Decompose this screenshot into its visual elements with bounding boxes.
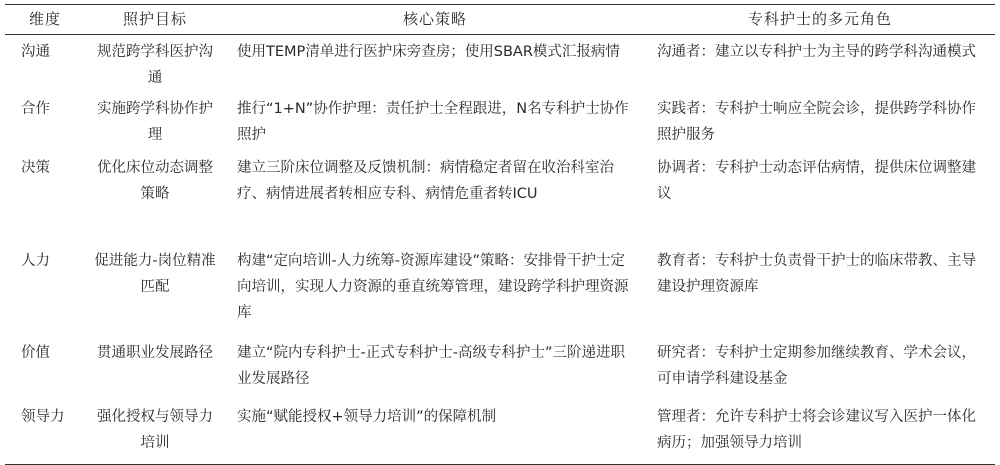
cell-dimension: 沟通	[21, 44, 50, 60]
cell-role: 沟通者：建立以专科护士为主导的跨学科沟通模式	[657, 44, 976, 60]
table-row	[5, 244, 995, 336]
cell-strategy: 构建“定向培训-人力统筹-资源库建设”策略：安排骨干护士定向培训，实现人力资源的垂直统筹管理，建设跨学科护理资源库	[237, 253, 629, 321]
cell-dimension: 合作	[21, 101, 50, 117]
header-role: 专科护士的多元角色	[747, 10, 892, 28]
table-row	[5, 35, 995, 92]
cell-strategy: 建立“院内专科护士-正式专科护士-高级专科护士”三阶递进职业发展路径	[237, 345, 625, 387]
cell-strategy: 使用TEMP清单进行医护床旁查房；使用SBAR模式汇报病情	[237, 44, 620, 60]
table-row	[5, 151, 995, 244]
cell-role: 研究者：专科护士定期参加继续教育、学术会议，可申请学科建设基金	[657, 345, 976, 387]
roles-table	[5, 4, 995, 465]
cell-role: 教育者：专科护士负责骨干护士的临床带教、主导建设护理资源库	[657, 253, 976, 295]
table-row	[5, 400, 995, 464]
cell-strategy: 实施“赋能授权+领导力培训”的保障机制	[237, 409, 497, 425]
cell-dimension: 决策	[21, 160, 50, 176]
cell-goal: 强化授权与领导力培训	[97, 409, 213, 451]
cell-strategy: 推行“1+N”协作护理：责任护士全程跟进，N名专科护士协作照护	[237, 101, 629, 143]
header-goal: 照护目标	[122, 10, 187, 28]
table-header-row	[5, 5, 995, 35]
table-row	[5, 336, 995, 400]
header-dimension: 维度	[28, 10, 61, 28]
cell-goal: 优化床位动态调整策略	[97, 160, 213, 202]
cell-goal: 实施跨学科协作护理	[97, 101, 213, 143]
cell-strategy: 建立三阶床位调整及反馈机制：病情稳定者留在收治科室治疗、病情进展者转相应专科、病情危重者转ICU	[237, 160, 614, 202]
cell-goal: 规范跨学科医护沟通	[97, 44, 213, 86]
cell-dimension: 人力	[21, 253, 50, 269]
cell-role: 实践者：专科护士响应全院会诊，提供跨学科协作照护服务	[657, 101, 976, 143]
cell-dimension: 领导力	[21, 409, 65, 425]
cell-role: 协调者：专科护士动态评估病情，提供床位调整建议	[657, 160, 976, 202]
header-strategy: 核心策略	[402, 10, 467, 28]
table-row	[5, 92, 995, 151]
cell-goal: 贯通职业发展路径	[97, 345, 213, 361]
cell-dimension: 价值	[21, 345, 50, 361]
cell-role: 管理者：允许专科护士将会诊建议写入医护一体化病历；加强领导力培训	[657, 409, 976, 451]
cell-goal: 促进能力-岗位精准匹配	[94, 253, 216, 295]
